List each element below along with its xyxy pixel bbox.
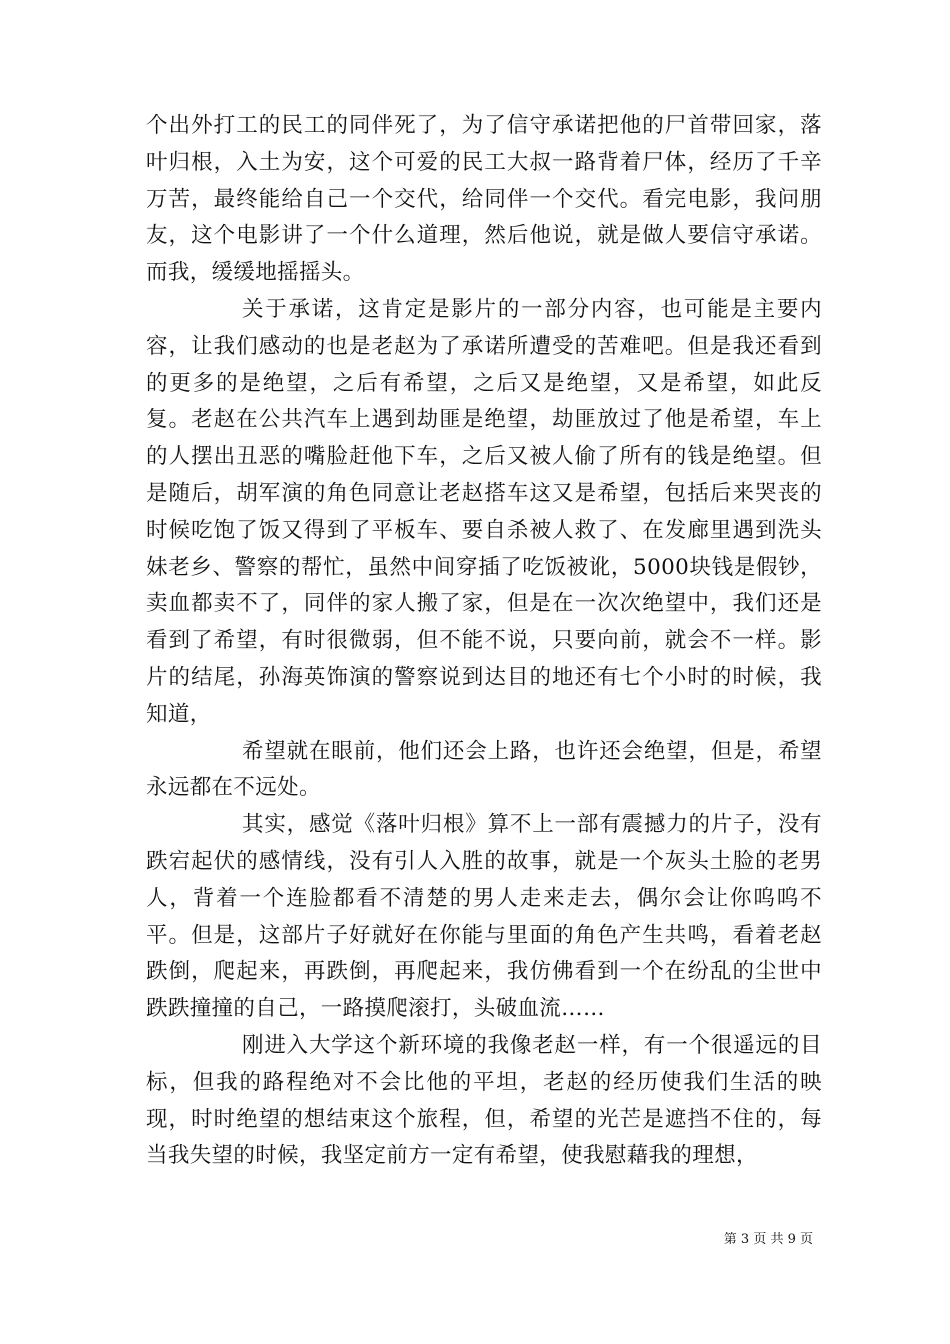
document-body [146,108,822,1175]
paragraph-4: 其实，感觉《落叶归根》算不上一部有震撼力的片子，没有跌宕起伏的感情线，没有引人入胜的故事，就是一个灰头土脸的老男人，背着一个连脸都看不清楚的男人走来走去，偶尔会让你呜呜不平。但是，这部片子好就好在你能与里面的角色产生共鸣，看着老赵跌倒，爬起来，再跌倒，再爬起来，我仿佛看到一个在纷乱的尘世中跌跌撞撞的自己，一路摸爬滚打，头破血流…… [146,812,822,1022]
paragraph-5: 刚进入大学这个新环境的我像老赵一样，有一个很遥远的目标，但我的路程绝对不会比他的平坦，老赵的经历使我们生活的映现，时时绝望的想结束这个旅程，但，希望的光芒是遮挡不住的，每当我失望的时候，我坚定前方一定有希望，使我慰藉我的理想， [146,1032,822,1169]
page-number-footer: 第 3 页 共 9 页 [723,1232,813,1247]
paragraph-3: 希望就在眼前，他们还会上路，也许还会绝望，但是，希望永远都在不远处。 [146,738,822,801]
paragraph-2: 关于承诺，这肯定是影片的一部分内容，也可能是主要内容，让我们感动的也是老赵为了承诺所遭受的苦难吧。但是我还看到的更多的是绝望，之后有希望，之后又是绝望，又是希望，如此反复。老赵在公共汽车上遇到劫匪是绝望，劫匪放过了他是希望，车上的人摆出丑恶的嘴脸赶他下车，之后又被人偷了所有的钱是绝望。但是随后，胡军演的角色同意让老赵搭车这又是希望，包括后来哭丧的时候吃饱了饭又得到了平板车、要自杀被人救了、在发廊里遇到洗头妹老乡、警察的帮忙，虽然中间穿插了吃饭被讹，5000块钱是假钞，卖血都卖不了，同伴的家人搬了家，但是在一次次绝望中，我们还是看到了希望，有时很微弱，但不能不说，只要向前，就会不一样。影片的结尾，孙海英饰演的警察说到达目的地还有七个小时的时候，我知道， [146,296,822,727]
paragraph-1: 个出外打工的民工的同伴死了，为了信守承诺把他的尸首带回家，落叶归根，入土为安，这个可爱的民工大叔一路背着尸体，经历了千辛万苦，最终能给自己一个交代，给同伴一个交代。看完电影，我问朋友，这个电影讲了一个什么道理，然后他说，就是做人要信守承诺。而我，缓缓地摇摇头。 [146,113,822,286]
